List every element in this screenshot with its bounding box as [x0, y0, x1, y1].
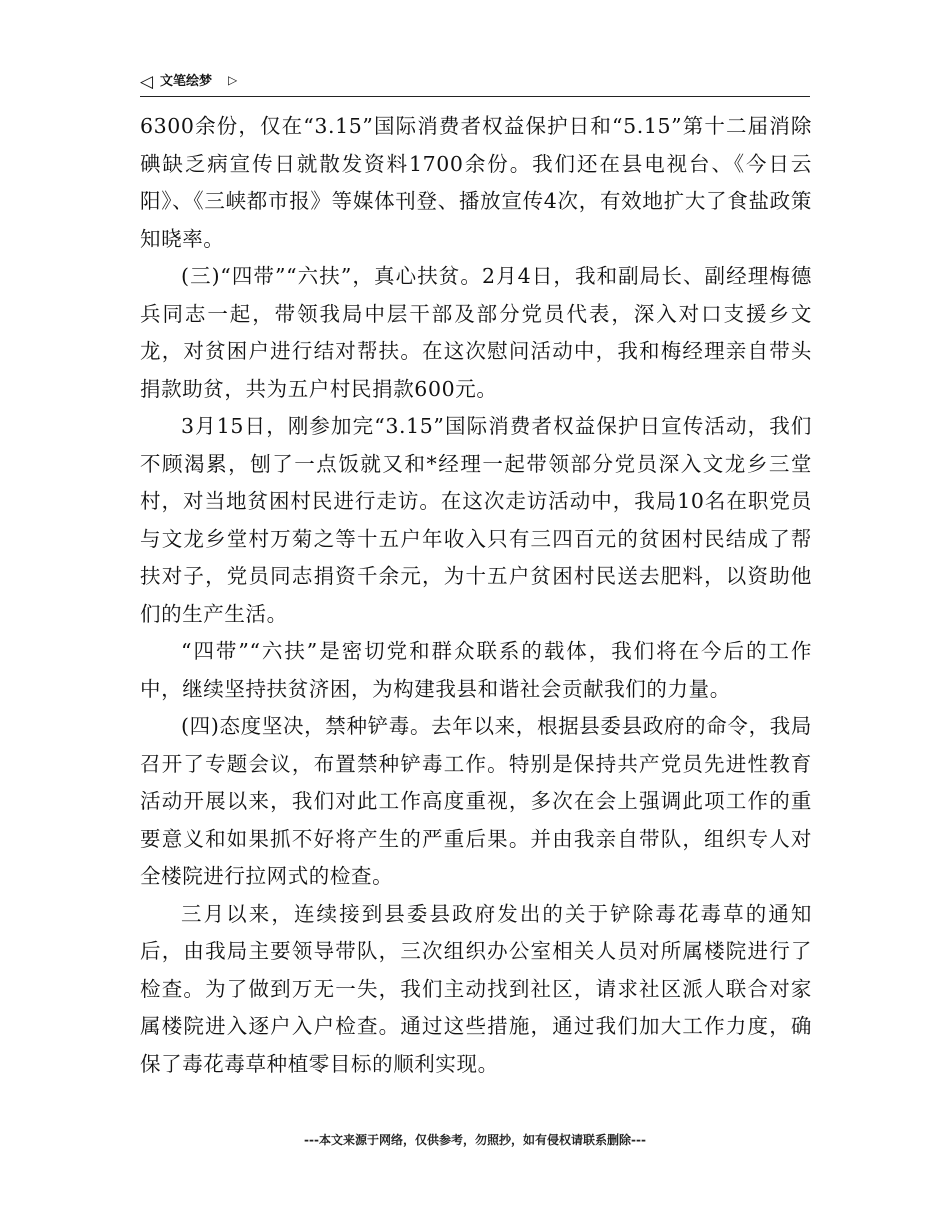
paragraph-4: “四带”“六扶”是密切党和群众联系的载体，我们将在今后的工作中，继续坚持扶贫济困，为构建我县和谐社会贡献我们的力量。	[140, 639, 812, 701]
footer-disclaimer: ---本文来源于网络，仅供参考，勿照抄，如有侵权请联系删除---	[304, 1133, 646, 1147]
paragraph-2: (三)“四带”“六扶”，真心扶贫。2月4日，我和副局长、副经理梅德兵同志一起，带领我局中层干部及部分党员代表，深入对口支援乡文龙，对贫困户进行结对帮扶。在这次慰问活动中，我和梅经理亲自带头捐款助贫，共为五户村民捐款600元。	[140, 264, 812, 401]
paragraph-6: 三月以来，连续接到县委县政府发出的关于铲除毒花毒草的通知后，由我局主要领导带队，三次组织办公室相关人员对所属楼院进行了检查。为了做到万无一失，我们主动找到社区，请求社区派人联合对家属楼院进入逐户入户检查。通过这些措施，通过我们加大工作力度，确保了毒花毒草种植零目标的顺利实现。	[140, 901, 812, 1076]
paragraph-3: 3月15日，刚参加完“3.15”国际消费者权益保护日宣传活动，我们不顾渴累，刨了一点饭就又和*经理一起带领部分党员深入文龙乡三堂村，对当地贫困村民进行走访。在这次走访活动中，我局10名在职党员与文龙乡堂村万菊之等十五户年收入只有三四百元的贫困村民结成了帮扶对子，党员同志捐资千余元，为十五户贫困村民送去肥料，以资助他们的生产生活。	[140, 414, 812, 626]
header-brand: 文笔绘梦	[160, 74, 213, 89]
paragraph-1: 6300余份，仅在“3.15”国际消费者权益保护日和“5.15”第十二届消除碘缺乏病宣传日就散发资料1700余份。我们还在县电视台、《今日云阳》、《三峡都市报》等媒体刊登、播放宣传4次，有效地扩大了食盐政策知晓率。	[140, 114, 812, 251]
right-triangle-icon: ▷	[228, 73, 238, 87]
document-body	[140, 108, 812, 1083]
paragraph-5: (四)态度坚决，禁种铲毒。去年以来，根据县委县政府的命令，我局召开了专题会议，布置禁种铲毒工作。特别是保持共产党员先进性教育活动开展以来，我们对此工作高度重视，多次在会上强调此项工作的重要意义和如果抓不好将产生的严重后果。并由我亲自带队，组织专人对全楼院进行拉网式的检查。	[140, 714, 812, 888]
left-triangle-icon: ◁	[140, 72, 154, 92]
page-header	[140, 70, 810, 97]
